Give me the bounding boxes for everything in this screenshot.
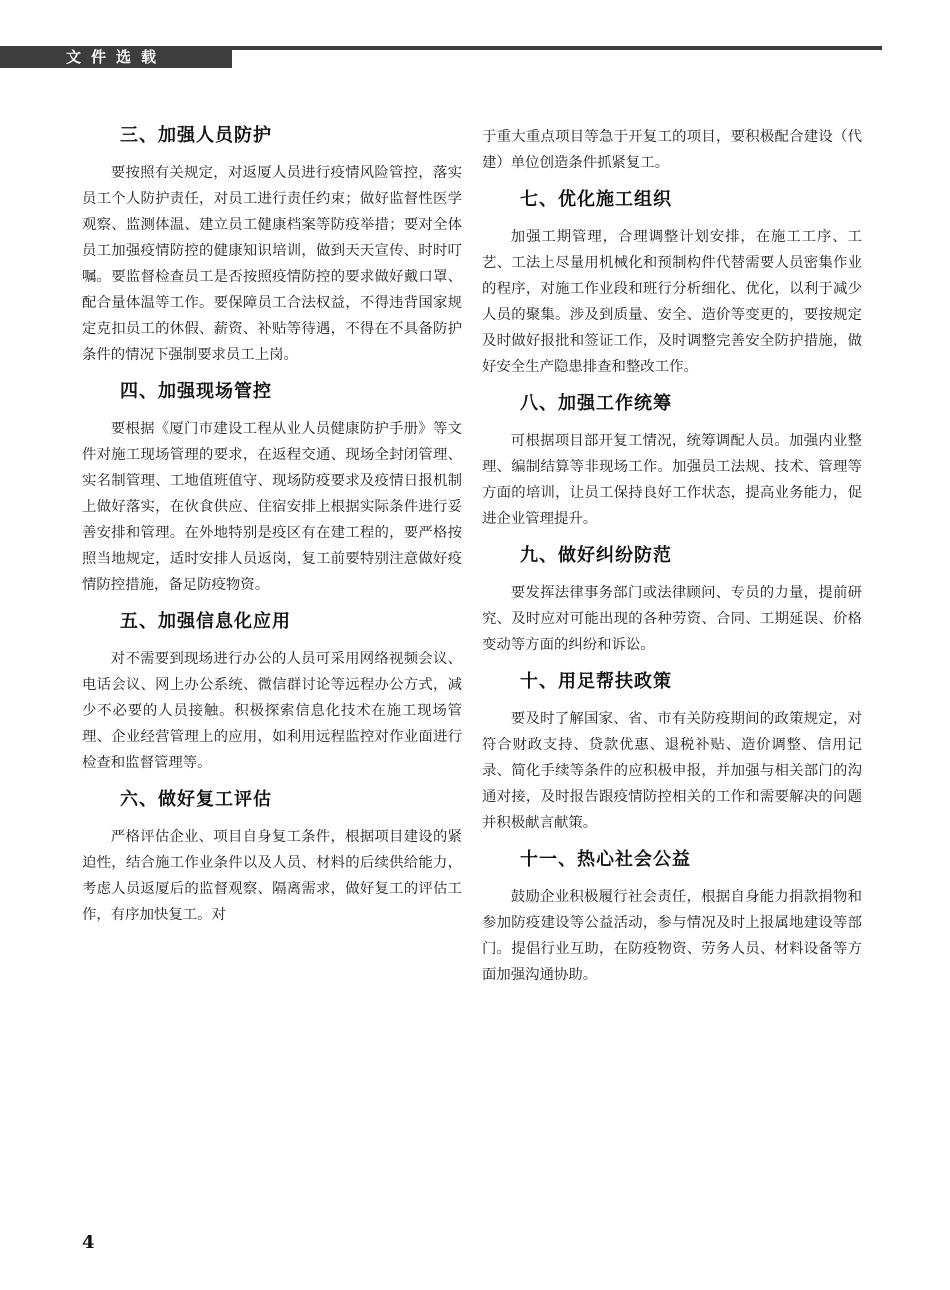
section-title: 四、加强现场管控 bbox=[120, 381, 272, 402]
page-number: 4 bbox=[82, 1232, 95, 1253]
section-title: 七、优化施工组织 bbox=[520, 189, 672, 210]
section-body: 对不需要到现场进行办公的人员可采用网络视频会议、电话会议、网上办公系统、微信群讨论等远程办公方式，减少不必要的人员接触。积极探索信息化技术在施工现场管理、企业经营管理上的应用，如利用远程监控对作业面进行检查和监督管理等。 bbox=[82, 651, 462, 771]
section-body: 要及时了解国家、省、市有关防疫期间的政策规定，对符合财政支持、贷款优惠、退税补贴、造价调整、信用记录、简化手续等条件的应积极申报，并加强与相关部门的沟通对接，及时报告跟疫情防控相关的工作和需要解决的问题并积极献言献策。 bbox=[482, 711, 862, 831]
continued-paragraph: 于重大重点项目等急于开复工的项目，要积极配合建设（代建）单位创造条件抓紧复工。 bbox=[482, 129, 862, 171]
section-body: 加强工期管理，合理调整计划安排，在施工工序、工艺、工法上尽量用机械化和预制构件代替需要人员密集作业的程序，对施工作业段和班行分析细化、优化，以利于减少人员的聚集。涉及到质量、安全、造价等变更的，要按规定及时做好报批和签证工作，及时调整完善安全防护措施，做好安全生产隐患排查和整改工作。 bbox=[482, 229, 862, 375]
section-title: 八、加强工作统筹 bbox=[520, 393, 672, 414]
section-title: 九、做好纠纷防范 bbox=[520, 545, 672, 566]
section-title: 三、加强人员防护 bbox=[120, 125, 272, 146]
section-body: 要发挥法律事务部门或法律顾问、专员的力量，提前研究、及时应对可能出现的各种劳资、合同、工期延误、价格变动等方面的纠纷和诉讼。 bbox=[482, 585, 862, 653]
section-body: 严格评估企业、项目自身复工条件，根据项目建设的紧迫性，结合施工作业条件以及人员、材料的后续供给能力，考虑人员返厦后的监督观察、隔离需求，做好复工的评估工作，有序加快复工。对 bbox=[82, 829, 462, 923]
section-header-label: 文件选载 bbox=[65, 48, 166, 66]
section-body: 要按照有关规定，对返厦人员进行疫情风险管控，落实员工个人防护责任，对员工进行责任约束；做好监督性医学观察、监测体温、建立员工健康档案等防疫举措；要对全体员工加强疫情防控的健康知识培训，做到天天宣传、时时叮嘱。要监督检查员工是否按照疫情防控的要求做好戴口罩、配合量体温等工作。要保障员工合法权益，不得违背国家规定克扣员工的休假、薪资、补贴等待遇，不得在不具备防护条件的情况下强制要求员工上岗。 bbox=[82, 165, 462, 363]
left-column bbox=[82, 122, 462, 938]
section-title: 五、加强信息化应用 bbox=[120, 611, 291, 632]
header-rule bbox=[232, 46, 882, 50]
section-body: 要根据《厦门市建设工程从业人员健康防护手册》等文件对施工现场管理的要求，在返程交通、现场全封闭管理、实名制管理、工地值班值守、现场防疫要求及疫情日报机制上做好落实，在伙食供应、住宿安排上根据实际条件进行妥善安排和管理。在外地特别是疫区有在建工程的，要严格按照当地规定，适时安排人员返岗，复工前要特别注意做好疫情防控措施，备足防疫物资。 bbox=[82, 421, 462, 593]
section-title: 六、做好复工评估 bbox=[120, 789, 272, 810]
section-body: 鼓励企业积极履行社会责任，根据自身能力捐款捐物和参加防疫建设等公益活动，参与情况及时上报属地建设等部门。提倡行业互助，在防疫物资、劳务人员、材料设备等方面加强沟通协助。 bbox=[482, 889, 862, 983]
section-body: 可根据项目部开复工情况，统筹调配人员。加强内业整理、编制结算等非现场工作。加强员工法规、技术、管理等方面的培训，让员工保持良好工作状态，提高业务能力，促进企业管理提升。 bbox=[482, 433, 862, 527]
right-column bbox=[482, 124, 862, 998]
section-title: 十一、热心社会公益 bbox=[520, 849, 691, 870]
section-title: 十、用足帮扶政策 bbox=[520, 671, 672, 692]
